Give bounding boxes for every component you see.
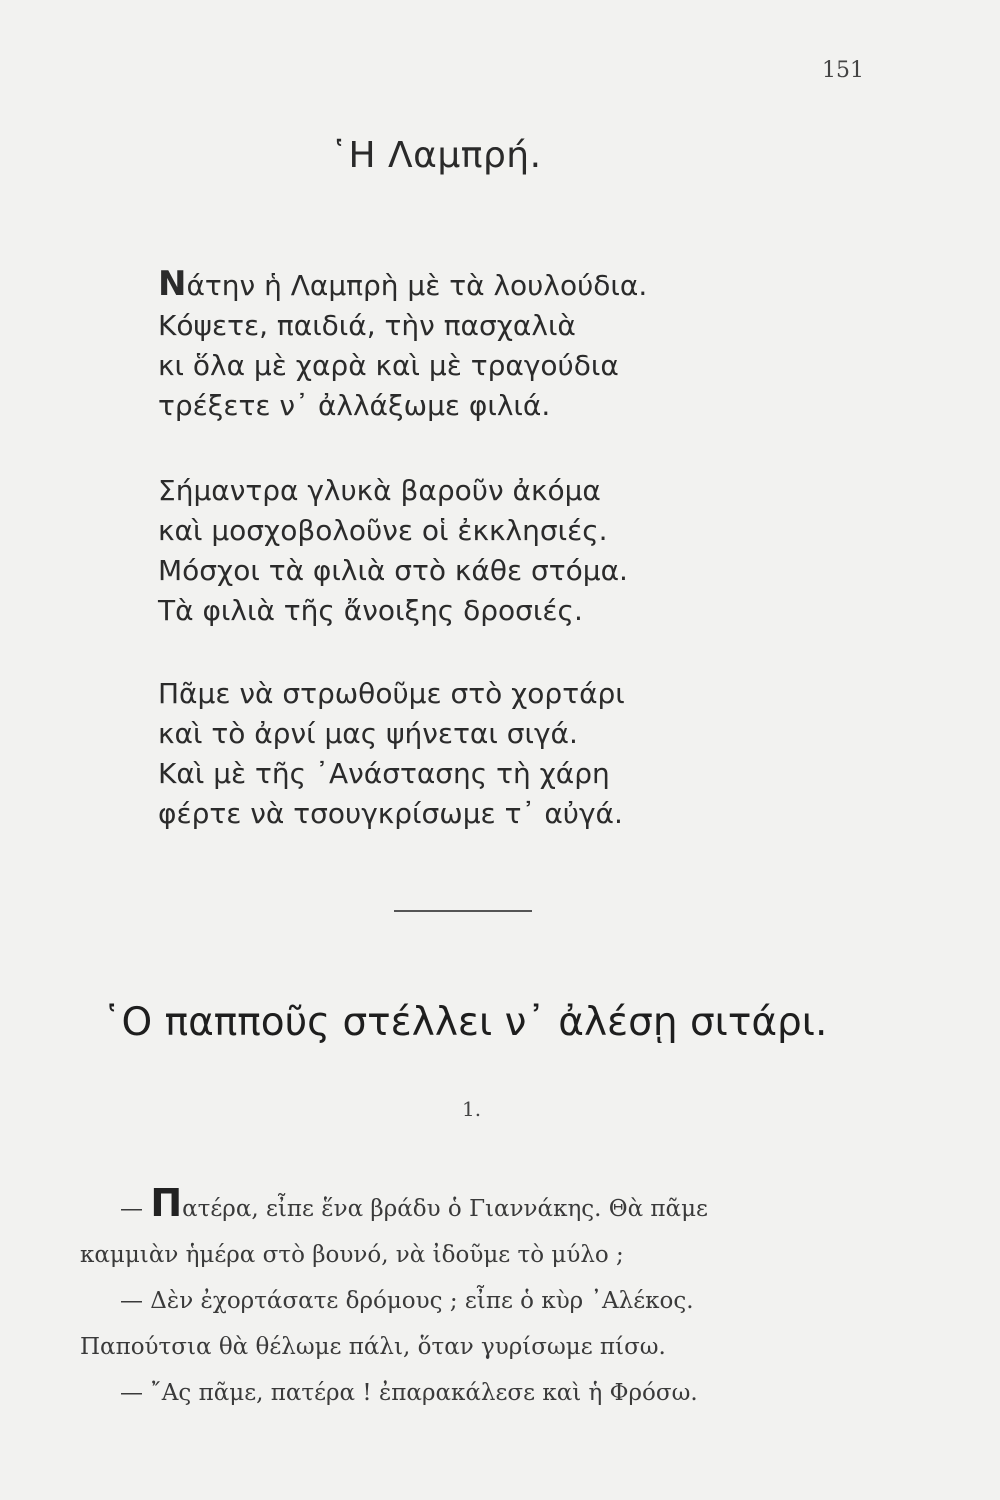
poem-line-text: άτην ἡ Λαμπρὴ μὲ τὰ λουλούδια. — [186, 269, 648, 302]
prose-line — [80, 1180, 900, 1232]
section-divider — [394, 910, 532, 912]
poem-line: Μόσχοι τὰ φιλιὰ στὸ κάθε στόμα. — [158, 554, 628, 587]
poem-line: Τὰ φιλιὰ τῆς ἄνοιξης δροσιές. — [158, 594, 583, 627]
poem-line: φέρτε νὰ τσουγκρίσωμε τ᾽ αὐγά. — [158, 797, 623, 830]
poem-line: καὶ μοσχοβολοῦνε οἱ ἐκκλησιές. — [158, 514, 608, 547]
section-title: ῾Ο παπποῦς στέλλει ν᾽ ἀλέσῃ σιτάρι. — [102, 1000, 828, 1045]
poem-line: Καὶ μὲ τῆς ᾽Ανάστασης τὴ χάρη — [158, 757, 610, 790]
prose-line: Παπούτσια θὰ θέλωμε πάλι, ὅταν γυρίσωμε πίσω. — [80, 1334, 666, 1360]
poem-line: Σήμαντρα γλυκὰ βαροῦν ἀκόμα — [158, 474, 601, 507]
poem-line — [158, 264, 878, 306]
poem-title: ῾Η Λαμπρή. — [330, 135, 542, 176]
drop-cap: Ν — [158, 264, 187, 304]
dialogue-dash: — — [120, 1196, 151, 1222]
prose-line-text: ατέρα, εἶπε ἕνα βράδυ ὁ Γιαννάκης. Θὰ πᾶμε — [182, 1196, 708, 1222]
poem-stanza — [158, 471, 878, 631]
prose-block — [80, 1180, 900, 1416]
poem-line: Πᾶμε νὰ στρωθοῦμε στὸ χορτάρι — [158, 677, 625, 710]
poem-line: Κόψετε, παιδιά, τὴν πασχαλιὰ — [158, 309, 576, 342]
poem-stanza — [158, 674, 878, 834]
poem-stanza — [158, 264, 878, 426]
poem-line: κι ὅλα μὲ χαρὰ καὶ μὲ τραγούδια — [158, 349, 619, 382]
drop-cap: Π — [150, 1181, 183, 1225]
prose-line: καμμιὰν ἡμέρα στὸ βουνό, νὰ ἰδοῦμε τὸ μύλο ; — [80, 1242, 624, 1268]
page-number: 151 — [822, 58, 864, 83]
prose-line: — ῎Ας πᾶμε, πατέρα ! ἐπαρακάλεσε καὶ ἡ Φρόσω. — [120, 1380, 698, 1406]
poem-line: καὶ τὸ ἀρνί μας ψήνεται σιγά. — [158, 717, 578, 750]
section-number: 1. — [462, 1097, 482, 1121]
poem-line: τρέξετε ν᾽ ἀλλάξωμε φιλιά. — [158, 389, 551, 422]
prose-line: — Δὲν ἐχορτάσατε δρόμους ; εἶπε ὁ κὺρ ᾽Αλέκος. — [120, 1288, 694, 1314]
